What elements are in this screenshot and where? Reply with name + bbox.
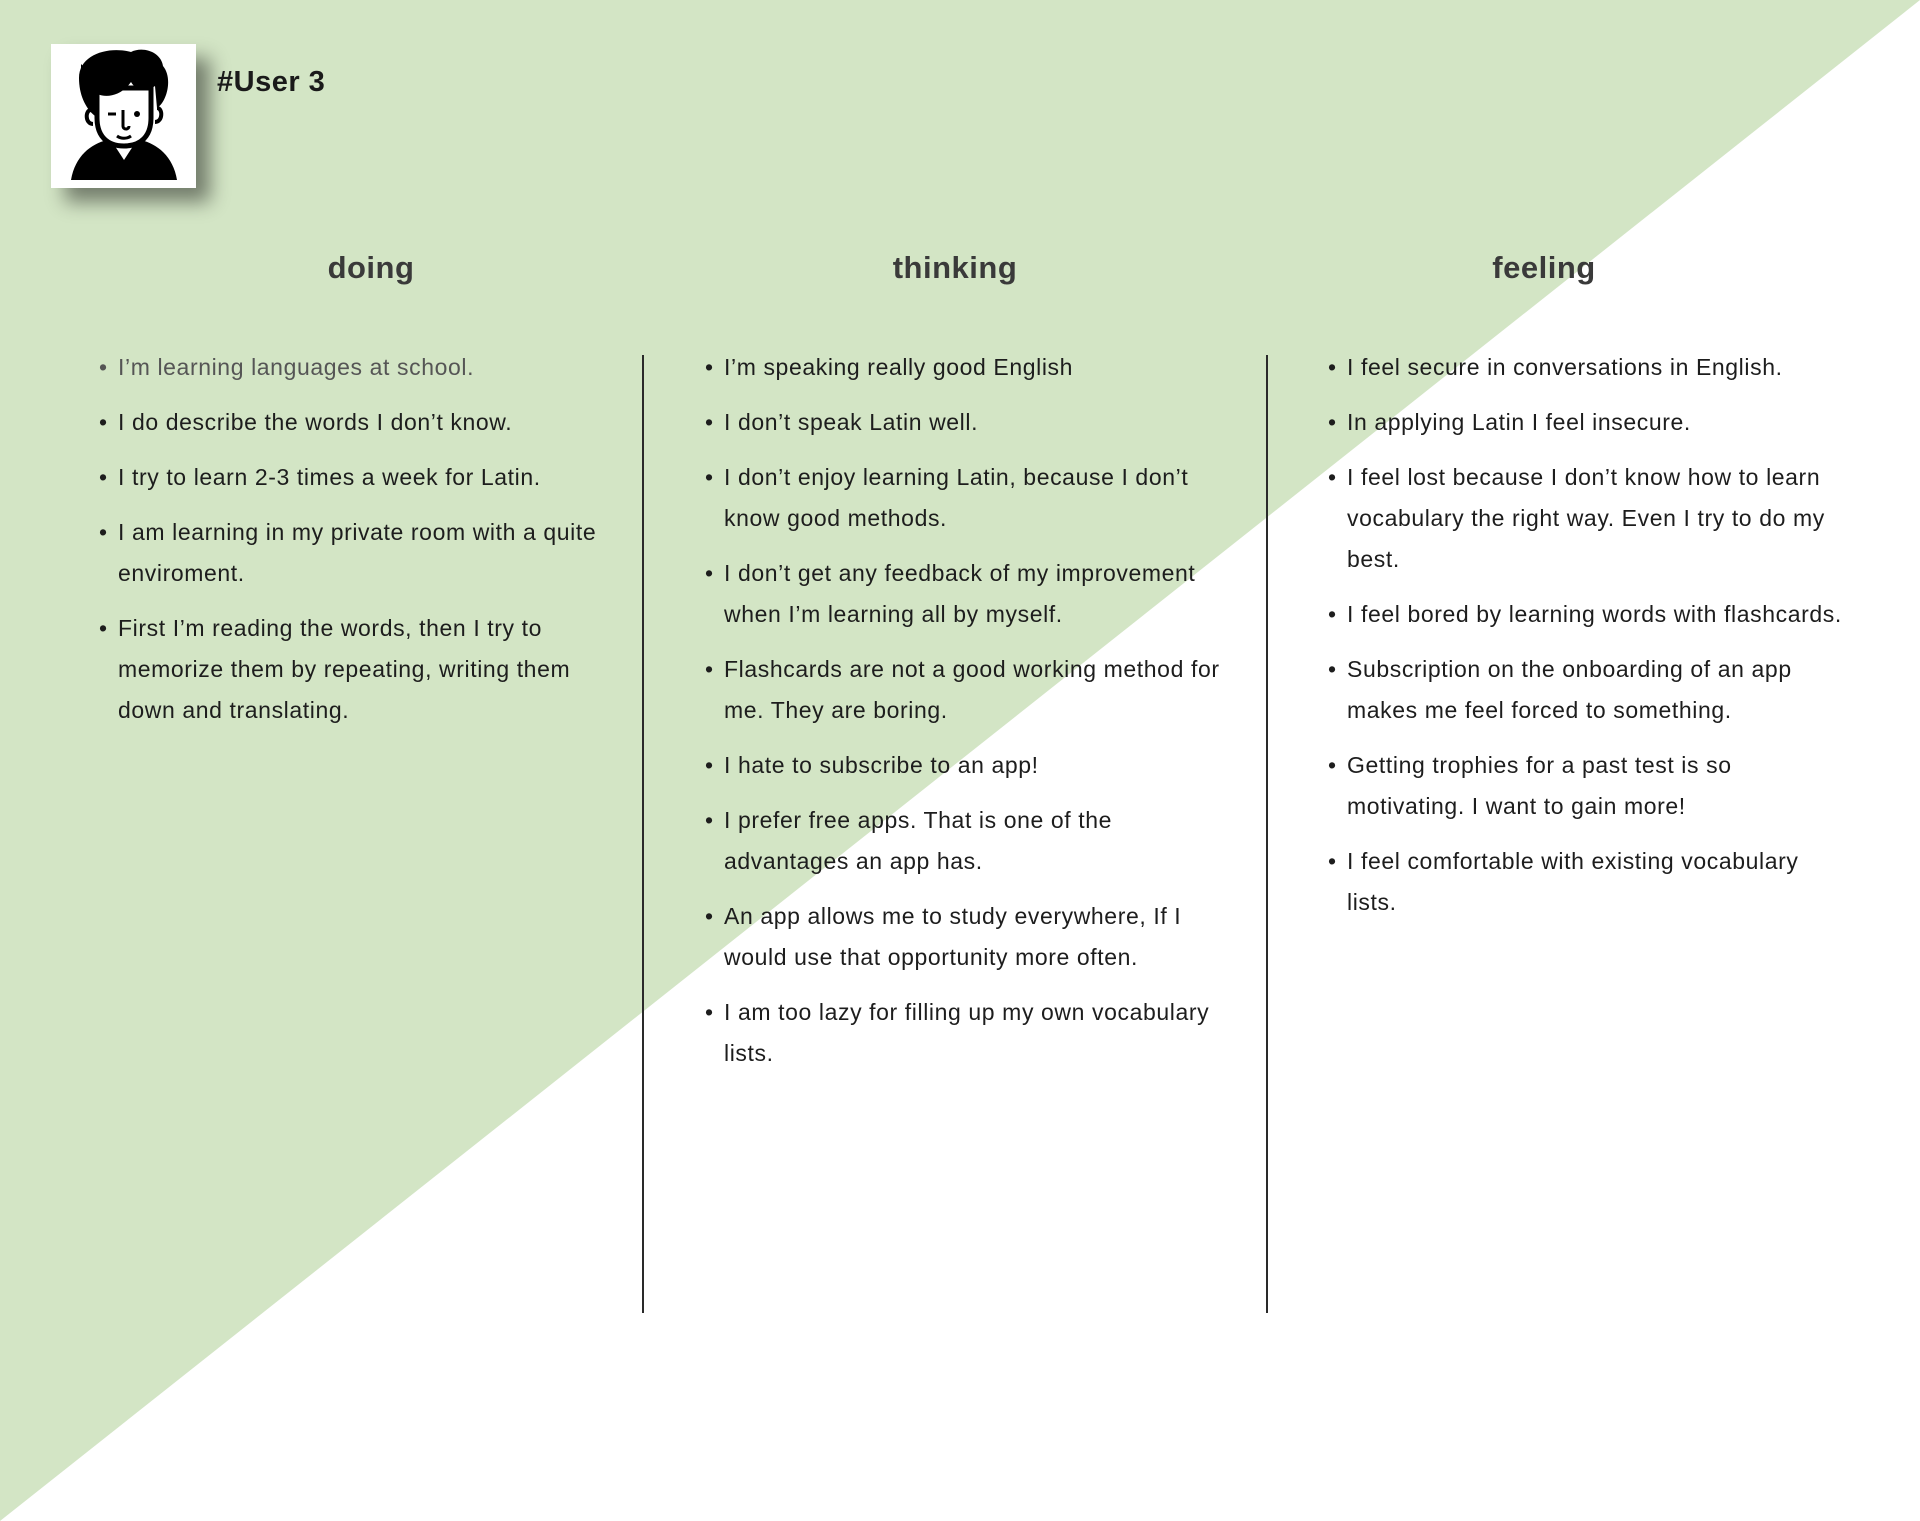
avatar bbox=[51, 44, 196, 188]
list-item: • I am too lazy for filling up my own vocabulary lists. bbox=[705, 992, 1225, 1074]
list-item: • I don’t speak Latin well. bbox=[705, 402, 1225, 443]
list-item: • Subscription on the onboarding of an app makes me feel forced to something. bbox=[1328, 649, 1848, 731]
list-item: • I prefer free apps. That is one of the advantages an app has. bbox=[705, 800, 1225, 882]
list-item: • First I’m reading the words, then I try to memorize them by repeating, writing them down and translating. bbox=[99, 608, 599, 731]
list-item: • I feel secure in conversations in English. bbox=[1328, 347, 1848, 388]
list-item: • An app allows me to study everywhere, If I would use that opportunity more often. bbox=[705, 896, 1225, 978]
list-item: • I am learning in my private room with a quite enviroment. bbox=[99, 512, 599, 594]
feeling-heading: feeling bbox=[1492, 250, 1596, 285]
thinking-list bbox=[705, 347, 1225, 1088]
list-item: • I do describe the words I don’t know. bbox=[99, 402, 599, 443]
list-item: • Flashcards are not a good working method for me. They are boring. bbox=[705, 649, 1225, 731]
feeling-list bbox=[1328, 347, 1848, 937]
user-title: #User 3 bbox=[217, 66, 326, 98]
column-divider-1 bbox=[642, 355, 644, 1313]
thinking-heading: thinking bbox=[892, 250, 1018, 285]
list-item: • I’m learning languages at school. bbox=[99, 347, 599, 388]
list-item: • I don’t enjoy learning Latin, because I don’t know good methods. bbox=[705, 457, 1225, 539]
doing-list bbox=[99, 347, 599, 745]
column-divider-2 bbox=[1266, 355, 1268, 1313]
list-item: • I hate to subscribe to an app! bbox=[705, 745, 1225, 786]
list-item: • I’m speaking really good English bbox=[705, 347, 1225, 388]
list-item: • I try to learn 2-3 times a week for Latin. bbox=[99, 457, 599, 498]
user-avatar-icon bbox=[51, 44, 196, 188]
list-item: • I feel bored by learning words with flashcards. bbox=[1328, 594, 1848, 635]
list-item: • In applying Latin I feel insecure. bbox=[1328, 402, 1848, 443]
list-item: • I feel comfortable with existing vocabulary lists. bbox=[1328, 841, 1848, 923]
list-item: • I don’t get any feedback of my improvement when I’m learning all by myself. bbox=[705, 553, 1225, 635]
list-item: • I feel lost because I don’t know how to learn vocabulary the right way. Even I try to do my best. bbox=[1328, 457, 1848, 580]
doing-heading: doing bbox=[327, 250, 415, 285]
list-item: • Getting trophies for a past test is so motivating. I want to gain more! bbox=[1328, 745, 1848, 827]
